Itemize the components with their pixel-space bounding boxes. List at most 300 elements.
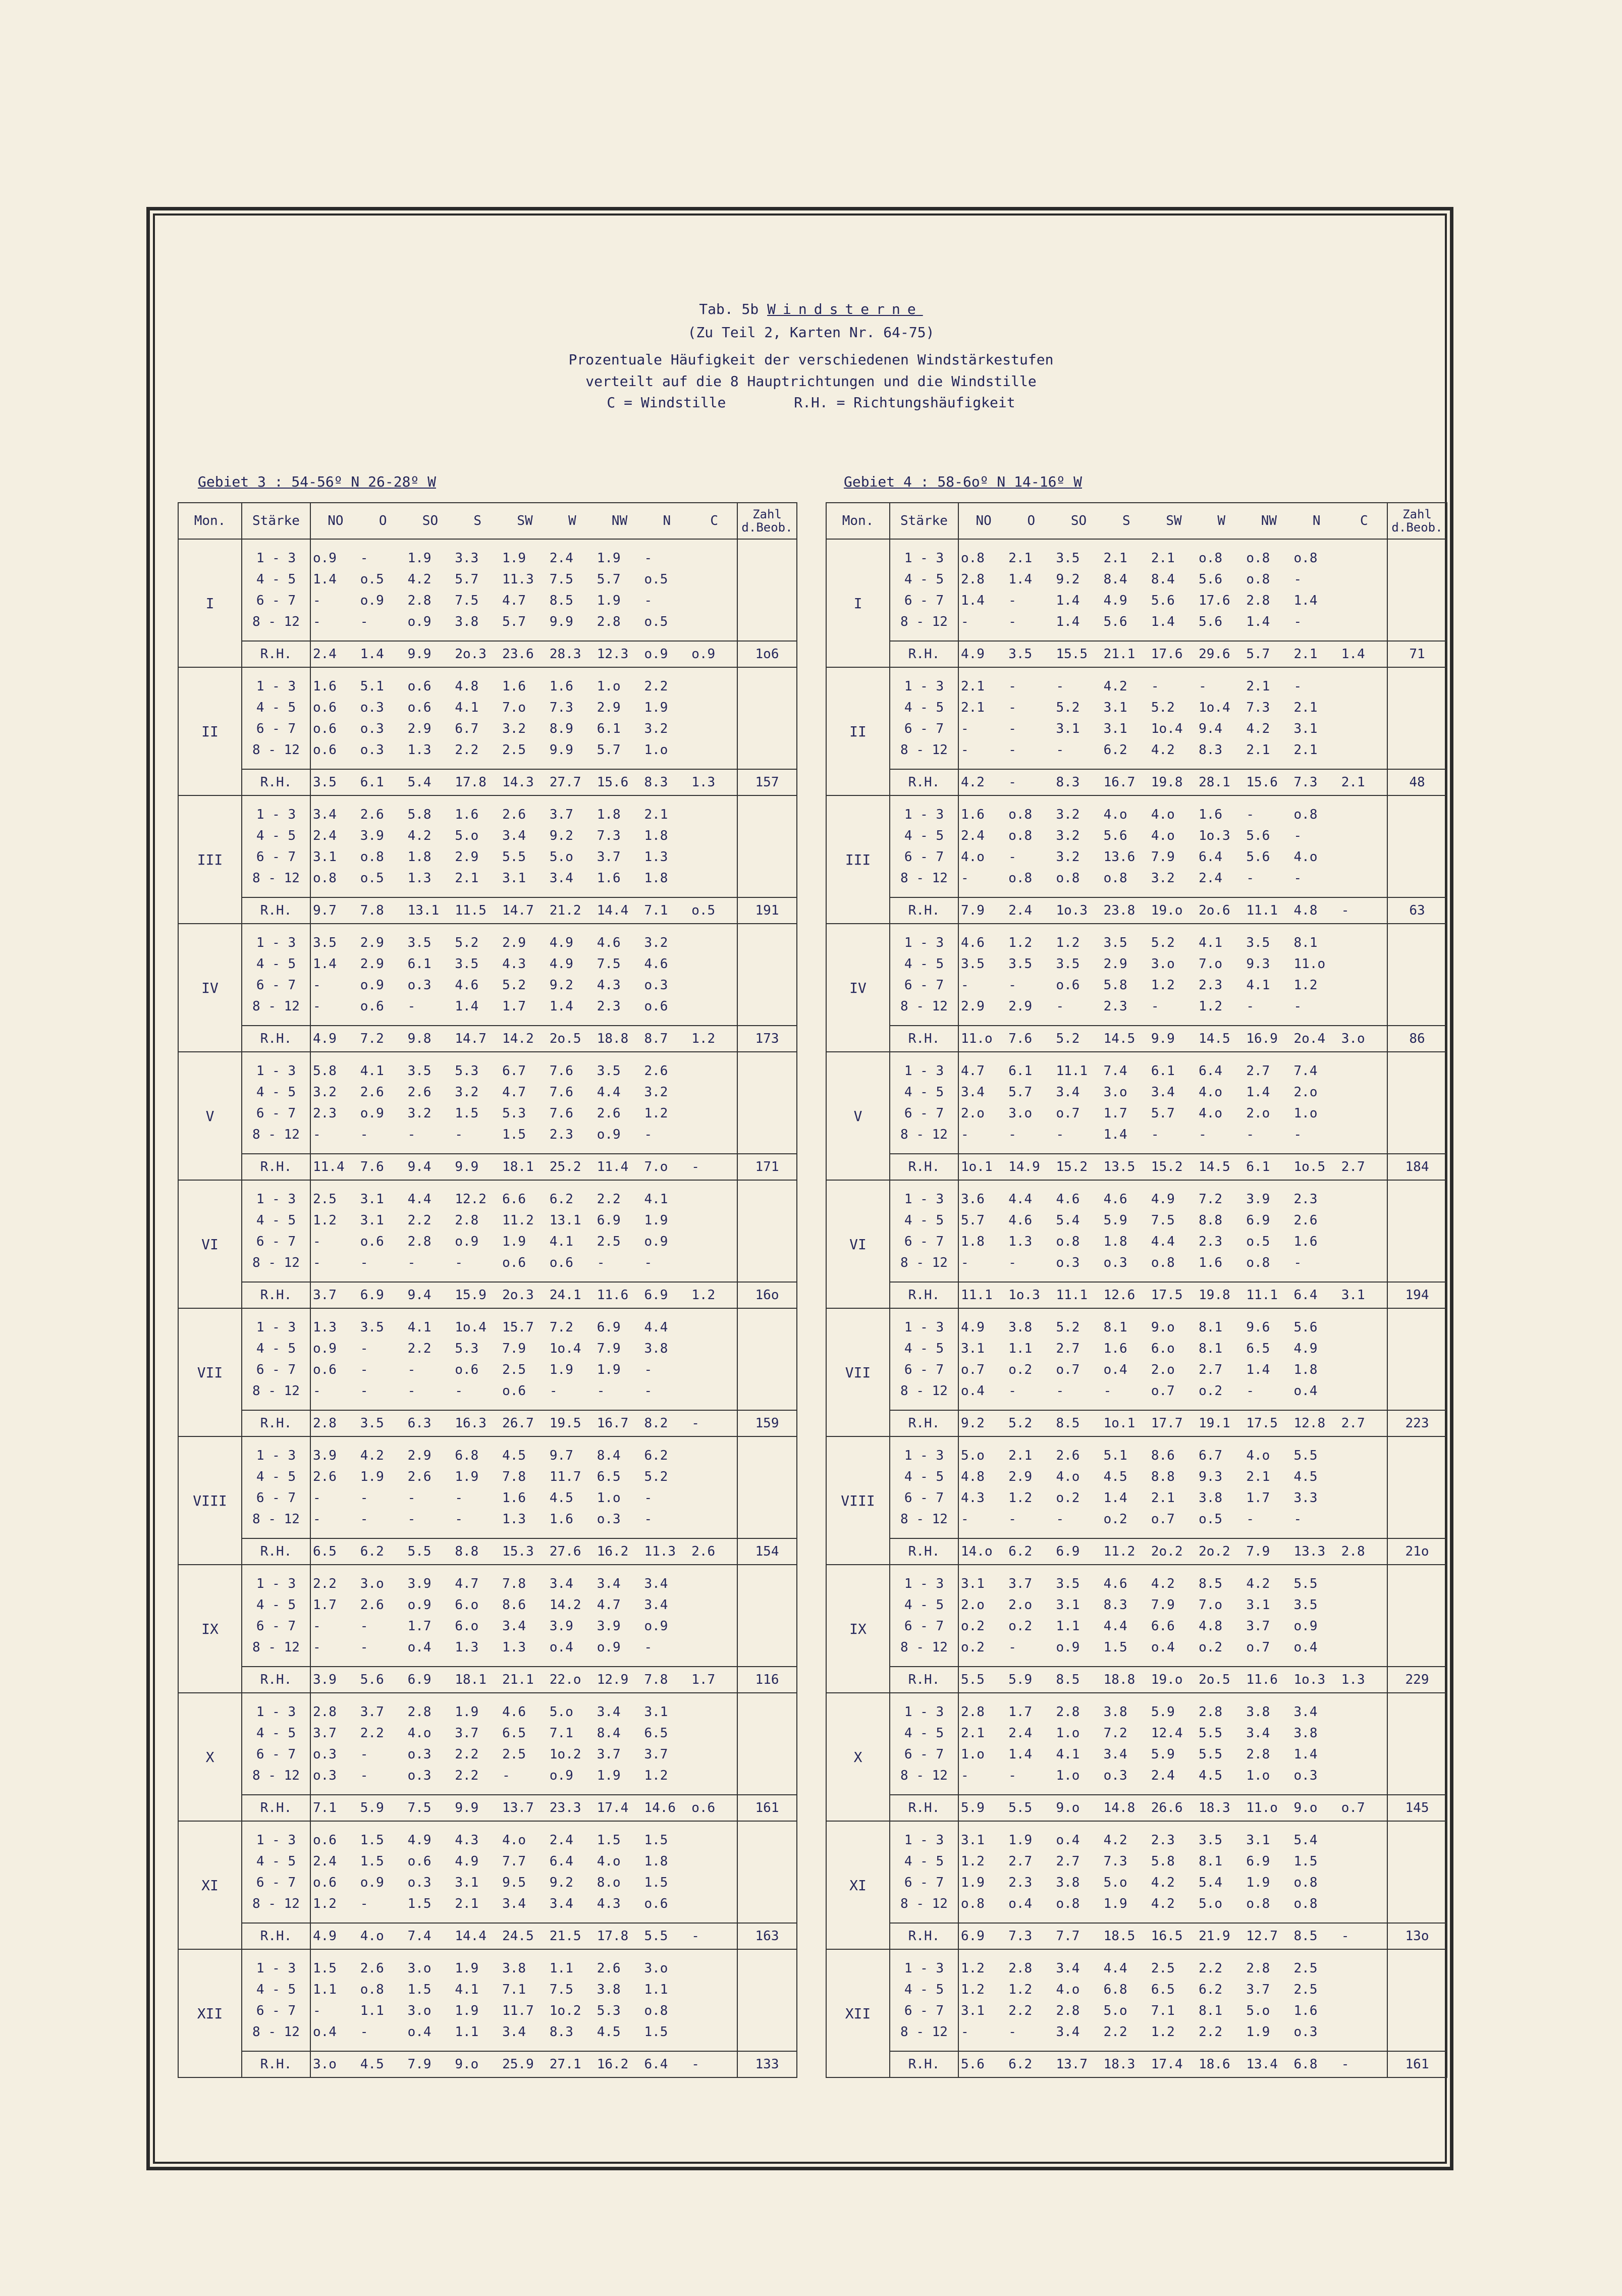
value: o.7 xyxy=(961,1362,985,1377)
strength-row xyxy=(311,1487,737,1509)
strength-label: 6 - 7 xyxy=(904,593,944,608)
rh-value: 7.9 xyxy=(407,2057,431,2072)
month-label: I xyxy=(826,539,890,667)
value: o.4 xyxy=(313,2024,337,2040)
value: 9.2 xyxy=(1056,572,1080,587)
strength-label: 8 - 12 xyxy=(252,1896,300,1911)
strength-cell xyxy=(890,1565,958,1667)
value: 1.9 xyxy=(455,1469,479,1484)
strength-row xyxy=(959,1359,1387,1380)
rh-value: 24.1 xyxy=(549,1288,581,1303)
rh-value: 19.o xyxy=(1151,903,1183,918)
value: 3.4 xyxy=(1246,1726,1270,1741)
strength-row xyxy=(311,1744,737,1765)
month-label: VI xyxy=(826,1180,890,1308)
strength-row xyxy=(959,548,1387,569)
rh-value: 2o.2 xyxy=(1199,1544,1230,1559)
strength-cell xyxy=(242,667,310,769)
value: 1.o xyxy=(597,1490,621,1506)
strength-row xyxy=(311,1893,737,1914)
value: - xyxy=(360,1341,368,1356)
value: 3.1 xyxy=(502,871,526,886)
value: 4.2 xyxy=(1103,1833,1127,1848)
strength-row xyxy=(311,996,737,1017)
value: o.4 xyxy=(1056,1833,1080,1848)
value: 4.3 xyxy=(455,1833,479,1848)
rh-value: 21.9 xyxy=(1199,1929,1230,1944)
strength-label: 4 - 5 xyxy=(904,1726,944,1741)
value: o.6 xyxy=(313,1875,337,1890)
strength-label: 1 - 3 xyxy=(256,1961,296,1976)
strength-label: 4 - 5 xyxy=(904,1469,944,1484)
value: 8.1 xyxy=(1293,935,1318,950)
value: 3.5 xyxy=(1056,551,1080,566)
value: 1.9 xyxy=(597,593,621,608)
rh-value: 4.9 xyxy=(961,647,985,662)
value: 6.5 xyxy=(502,1726,526,1741)
values-cell xyxy=(958,1693,1387,1795)
rh-value: 15.6 xyxy=(597,775,629,790)
strength-row xyxy=(959,1893,1387,1914)
value: - xyxy=(961,2024,969,2040)
strength-label: 1 - 3 xyxy=(904,1192,944,1207)
values-cell xyxy=(310,795,737,897)
rh-value: 5.9 xyxy=(360,1800,384,1816)
value: 2.4 xyxy=(1199,871,1223,886)
rh-values xyxy=(958,897,1387,924)
strength-label: 6 - 7 xyxy=(904,721,944,736)
value: 3.3 xyxy=(455,551,479,566)
value: - xyxy=(644,1383,653,1399)
strength-row xyxy=(959,1252,1387,1273)
value: 3.6 xyxy=(961,1192,985,1207)
strength-label: 6 - 7 xyxy=(904,1490,944,1506)
value: 4.2 xyxy=(407,828,431,843)
rh-value: 15.6 xyxy=(1246,775,1278,790)
value: 3.1 xyxy=(455,1875,479,1890)
rh-value: 6.9 xyxy=(360,1288,384,1303)
value: - xyxy=(1056,1127,1064,1142)
value: 2.6 xyxy=(644,1063,668,1079)
rh-value: 11.o xyxy=(961,1031,993,1046)
strength-row xyxy=(311,1231,737,1252)
zahl-empty xyxy=(1387,1949,1447,2051)
value: 1.9 xyxy=(455,1704,479,1720)
strength-label: 6 - 7 xyxy=(904,1106,944,1121)
value: 2.8 xyxy=(407,593,431,608)
strength-label: 6 - 7 xyxy=(904,1875,944,1890)
value: 5.7 xyxy=(1151,1106,1175,1121)
rh-label: R.H. xyxy=(890,1154,958,1180)
value: 8.4 xyxy=(1103,572,1127,587)
value: 1.8 xyxy=(1293,1362,1318,1377)
value: - xyxy=(407,1362,416,1377)
rh-value: 9.7 xyxy=(313,903,337,918)
zahl-value: 21o xyxy=(1387,1538,1447,1565)
zahl-empty xyxy=(1387,795,1447,897)
value: 1.2 xyxy=(1199,999,1223,1014)
rh-value: - xyxy=(1341,903,1349,918)
strength-label: 4 - 5 xyxy=(256,956,296,972)
value: 5.1 xyxy=(1103,1448,1127,1463)
value: 1.8 xyxy=(597,807,621,822)
rh-value: 13.4 xyxy=(1246,2057,1278,2072)
value: 3.7 xyxy=(549,807,573,822)
month-label: IV xyxy=(826,924,890,1052)
value: o.3 xyxy=(313,1747,337,1762)
strength-row xyxy=(959,932,1387,953)
value: 2.2 xyxy=(455,1768,479,1783)
value: 4.6 xyxy=(1008,1213,1033,1228)
value: 3.4 xyxy=(961,1085,985,1100)
value: 4.2 xyxy=(1151,742,1175,758)
rh-value: 13.3 xyxy=(1293,1544,1326,1559)
month-row xyxy=(178,1949,797,2051)
value: 5.5 xyxy=(1199,1747,1223,1762)
value: 3.8 xyxy=(502,1961,526,1976)
rh-row xyxy=(826,1154,1447,1180)
strength-cell xyxy=(890,1821,958,1923)
value: 2.8 xyxy=(1199,1704,1223,1720)
rh-value: 13.5 xyxy=(1103,1159,1136,1174)
value: 1.4 xyxy=(455,999,479,1014)
value: 4.6 xyxy=(1056,1192,1080,1207)
strength-row xyxy=(959,975,1387,996)
value: 2.7 xyxy=(1199,1362,1223,1377)
value: - xyxy=(1246,871,1254,886)
rh-value: 25.9 xyxy=(502,2057,534,2072)
value: 1.6 xyxy=(1293,2003,1318,2018)
value: - xyxy=(1008,1383,1016,1399)
table-gebiet-4 xyxy=(826,502,1447,2078)
value: o.9 xyxy=(597,1127,621,1142)
value: 11.7 xyxy=(549,1469,581,1484)
value: 1.3 xyxy=(644,849,668,865)
rh-label: R.H. xyxy=(242,641,310,667)
strength-row xyxy=(311,1851,737,1872)
value: 4.4 xyxy=(597,1085,621,1100)
value: o.3 xyxy=(313,1768,337,1783)
col-dir: S xyxy=(1122,513,1130,528)
value: 3.7 xyxy=(597,1747,621,1762)
value: 5.2 xyxy=(1151,700,1175,715)
value: 1.8 xyxy=(407,849,431,865)
value: 2.1 xyxy=(1246,1469,1270,1484)
value: 1.3 xyxy=(502,1512,526,1527)
strength-row xyxy=(311,1765,737,1786)
rh-value: 17.7 xyxy=(1151,1416,1183,1431)
value: o.8 xyxy=(1056,871,1080,886)
value: - xyxy=(1246,807,1254,822)
value: o.6 xyxy=(1056,978,1080,993)
rh-value: 21.1 xyxy=(502,1672,534,1687)
value: o.8 xyxy=(1008,828,1033,843)
value: 1.1 xyxy=(549,1961,573,1976)
rh-value: - xyxy=(691,2057,699,2072)
rh-value: 13.1 xyxy=(407,903,440,918)
rh-value: 2.1 xyxy=(1341,775,1365,790)
rh-value: 7.7 xyxy=(1056,1929,1080,1944)
strength-row xyxy=(959,1466,1387,1487)
value: 5.8 xyxy=(1151,1854,1175,1869)
value: - xyxy=(1008,978,1016,993)
strength-label: 8 - 12 xyxy=(252,871,300,886)
value: 8.1 xyxy=(1199,1341,1223,1356)
strength-row xyxy=(959,1317,1387,1338)
value: 4.9 xyxy=(961,1320,985,1335)
rh-label: R.H. xyxy=(890,1667,958,1693)
value: 1.2 xyxy=(1151,978,1175,993)
value: 3.5 xyxy=(1103,935,1127,950)
rh-values xyxy=(958,1410,1387,1436)
value: - xyxy=(1056,742,1064,758)
rh-value: 1.4 xyxy=(360,647,384,662)
rh-value: 15.2 xyxy=(1056,1159,1088,1174)
strength-label: 8 - 12 xyxy=(252,999,300,1014)
value: o.2 xyxy=(1008,1362,1033,1377)
value: 3.4 xyxy=(1056,2024,1080,2040)
value: o.6 xyxy=(407,1854,431,1869)
value: 6.o xyxy=(455,1619,479,1634)
value: o.3 xyxy=(1293,1768,1318,1783)
rh-value: 4.9 xyxy=(313,1929,337,1944)
strength-label: 4 - 5 xyxy=(904,700,944,715)
strength-row xyxy=(959,569,1387,590)
value: 5.6 xyxy=(1103,828,1127,843)
value: 1.5 xyxy=(407,1982,431,1997)
value: 2.9 xyxy=(1103,956,1127,972)
value: 1.5 xyxy=(360,1854,384,1869)
value: 3.5 xyxy=(1056,956,1080,972)
value: 7.1 xyxy=(502,1982,526,1997)
strength-row xyxy=(311,1103,737,1124)
value: 5.7 xyxy=(597,742,621,758)
month-row xyxy=(178,1436,797,1538)
rh-value: 11.1 xyxy=(1246,1288,1278,1303)
rh-value: 11.6 xyxy=(1246,1672,1278,1687)
value: 1.7 xyxy=(1103,1106,1127,1121)
value: 3.8 xyxy=(597,1982,621,1997)
rh-label: R.H. xyxy=(890,1410,958,1436)
rh-value: 19.8 xyxy=(1151,775,1183,790)
value: 1o.2 xyxy=(549,1747,581,1762)
value: 3.2 xyxy=(502,721,526,736)
value: 2.5 xyxy=(1293,1961,1318,1976)
value: 3.o xyxy=(644,1961,668,1976)
month-label: II xyxy=(826,667,890,795)
value: 3.2 xyxy=(644,1085,668,1100)
rh-value: 3.o xyxy=(313,2057,337,2072)
value: 1.4 xyxy=(1246,614,1270,629)
strength-row xyxy=(311,1701,737,1723)
rh-value: 7.9 xyxy=(961,903,985,918)
value: o.8 xyxy=(1293,551,1318,566)
rh-label: R.H. xyxy=(890,1026,958,1052)
value: 4.2 xyxy=(1246,1576,1270,1591)
value: 4.4 xyxy=(644,1320,668,1335)
value: 7.5 xyxy=(597,956,621,972)
value: 5.6 xyxy=(1151,593,1175,608)
value: 9.3 xyxy=(1199,1469,1223,1484)
value: o.9 xyxy=(455,1234,479,1249)
rh-values xyxy=(958,1667,1387,1693)
value: - xyxy=(407,1512,416,1527)
value: o.6 xyxy=(360,999,384,1014)
rh-value: 27.7 xyxy=(549,775,581,790)
value: 2.9 xyxy=(502,935,526,950)
value: - xyxy=(313,1619,321,1634)
zahl-value: 16o xyxy=(737,1282,797,1308)
value: 8.5 xyxy=(1199,1576,1223,1591)
month-row xyxy=(826,539,1447,641)
month-label: X xyxy=(826,1693,890,1821)
zahl-empty xyxy=(1387,1821,1447,1923)
subtitle: (Zu Teil 2, Karten Nr. 64-75) xyxy=(687,324,935,341)
value: 6.5 xyxy=(1151,1982,1175,1997)
value: 3.4 xyxy=(549,871,573,886)
values-cell xyxy=(310,1180,737,1282)
rh-value: 2.7 xyxy=(1341,1416,1365,1431)
rh-row xyxy=(826,1410,1447,1436)
value: 3.2 xyxy=(1056,849,1080,865)
rh-value: 1.3 xyxy=(1341,1672,1365,1687)
strength-row xyxy=(959,2021,1387,2043)
value: o.6 xyxy=(360,1234,384,1249)
value: - xyxy=(360,2024,368,2040)
value: 8.8 xyxy=(1151,1469,1175,1484)
strength-label: 1 - 3 xyxy=(256,1192,296,1207)
value: 2.2 xyxy=(1103,2024,1127,2040)
value: 1.9 xyxy=(455,2003,479,2018)
rh-row xyxy=(826,1026,1447,1052)
zahl-empty xyxy=(737,1821,797,1923)
value: 1.9 xyxy=(502,1234,526,1249)
strength-label: 1 - 3 xyxy=(904,679,944,694)
zahl-empty xyxy=(737,1949,797,2051)
strength-cell xyxy=(890,1693,958,1795)
value: 3.5 xyxy=(1056,1576,1080,1591)
value: 1.2 xyxy=(1008,1982,1033,1997)
month-row xyxy=(178,1693,797,1795)
value: 2.8 xyxy=(313,1704,337,1720)
value: - xyxy=(360,551,368,566)
value: 4.1 xyxy=(407,1320,431,1335)
value: - xyxy=(1151,679,1159,694)
zahl-value: 194 xyxy=(1387,1282,1447,1308)
value: 7.3 xyxy=(549,700,573,715)
header-row xyxy=(178,503,797,539)
value: 4.4 xyxy=(1151,1234,1175,1249)
value: - xyxy=(644,1640,653,1655)
value: 2.4 xyxy=(1151,1768,1175,1783)
rh-value: 6.8 xyxy=(1293,2057,1318,2072)
rh-value: 2.8 xyxy=(313,1416,337,1431)
value: o.4 xyxy=(961,1383,985,1399)
rh-value: 1o.5 xyxy=(1293,1159,1326,1174)
zahl-empty xyxy=(1387,1308,1447,1410)
rh-value: 28.3 xyxy=(549,647,581,662)
month-label: VII xyxy=(826,1308,890,1436)
rh-label: R.H. xyxy=(242,897,310,924)
value: 1.9 xyxy=(1008,1833,1033,1848)
zahl-value: 71 xyxy=(1387,641,1447,667)
rh-value: 11.3 xyxy=(644,1544,676,1559)
value: - xyxy=(360,1383,368,1399)
value: 2.6 xyxy=(597,1961,621,1976)
value: - xyxy=(644,1255,653,1270)
strength-label: 4 - 5 xyxy=(256,1726,296,1741)
value: - xyxy=(961,871,969,886)
rh-value: 12.6 xyxy=(1103,1288,1136,1303)
value: 3.1 xyxy=(961,1576,985,1591)
value: 4.7 xyxy=(502,593,526,608)
value: 3.2 xyxy=(644,721,668,736)
value: o.6 xyxy=(313,742,337,758)
rh-value: - xyxy=(1008,775,1016,790)
values-cell xyxy=(310,539,737,641)
rh-value: 1o.3 xyxy=(1056,903,1088,918)
month-label: VI xyxy=(178,1180,242,1308)
value: 2.1 xyxy=(1293,700,1318,715)
strength-row xyxy=(311,1445,737,1466)
value: o.7 xyxy=(1056,1362,1080,1377)
strength-label: 1 - 3 xyxy=(256,1320,296,1335)
values-cell xyxy=(958,1180,1387,1282)
strength-label: 1 - 3 xyxy=(256,935,296,950)
value: 5.6 xyxy=(1199,572,1223,587)
value: - xyxy=(961,742,969,758)
rh-value: 14.2 xyxy=(502,1031,534,1046)
value: 1.7 xyxy=(502,999,526,1014)
value: 2.3 xyxy=(1199,978,1223,993)
month-label: IX xyxy=(826,1565,890,1693)
strength-row xyxy=(311,1380,737,1402)
strength-cell xyxy=(890,667,958,769)
strength-label: 6 - 7 xyxy=(904,1619,944,1634)
rh-value: 8.3 xyxy=(1056,775,1080,790)
value: 1.5 xyxy=(644,1833,668,1848)
value: - xyxy=(961,1255,969,1270)
rh-values xyxy=(310,1538,737,1565)
value: 7.2 xyxy=(1199,1192,1223,1207)
value: 4.5 xyxy=(549,1490,573,1506)
strength-label: 8 - 12 xyxy=(252,614,300,629)
rh-values xyxy=(958,2051,1387,2077)
value: 7.5 xyxy=(455,593,479,608)
value: 4.2 xyxy=(1103,679,1127,694)
rh-value: 17.8 xyxy=(597,1929,629,1944)
rh-label: R.H. xyxy=(242,1154,310,1180)
rh-label: R.H. xyxy=(890,897,958,924)
value: 1.6 xyxy=(597,871,621,886)
rh-label: R.H. xyxy=(242,769,310,795)
strength-label: 6 - 7 xyxy=(904,2003,944,2018)
value: 3.7 xyxy=(1246,1619,1270,1634)
value: 3.4 xyxy=(502,1619,526,1634)
value: o.2 xyxy=(961,1640,985,1655)
strength-label: 1 - 3 xyxy=(904,1063,944,1079)
value: 1.8 xyxy=(644,1854,668,1869)
strength-row xyxy=(311,1060,737,1082)
value: 3.o xyxy=(360,1576,384,1591)
value: - xyxy=(455,1512,463,1527)
value: o.8 xyxy=(1246,1896,1270,1911)
rh-value: 6.9 xyxy=(407,1672,431,1687)
value: o.9 xyxy=(597,1640,621,1655)
strength-row xyxy=(959,1445,1387,1466)
strength-label: 8 - 12 xyxy=(252,1512,300,1527)
rh-value: 11.2 xyxy=(1103,1544,1136,1559)
